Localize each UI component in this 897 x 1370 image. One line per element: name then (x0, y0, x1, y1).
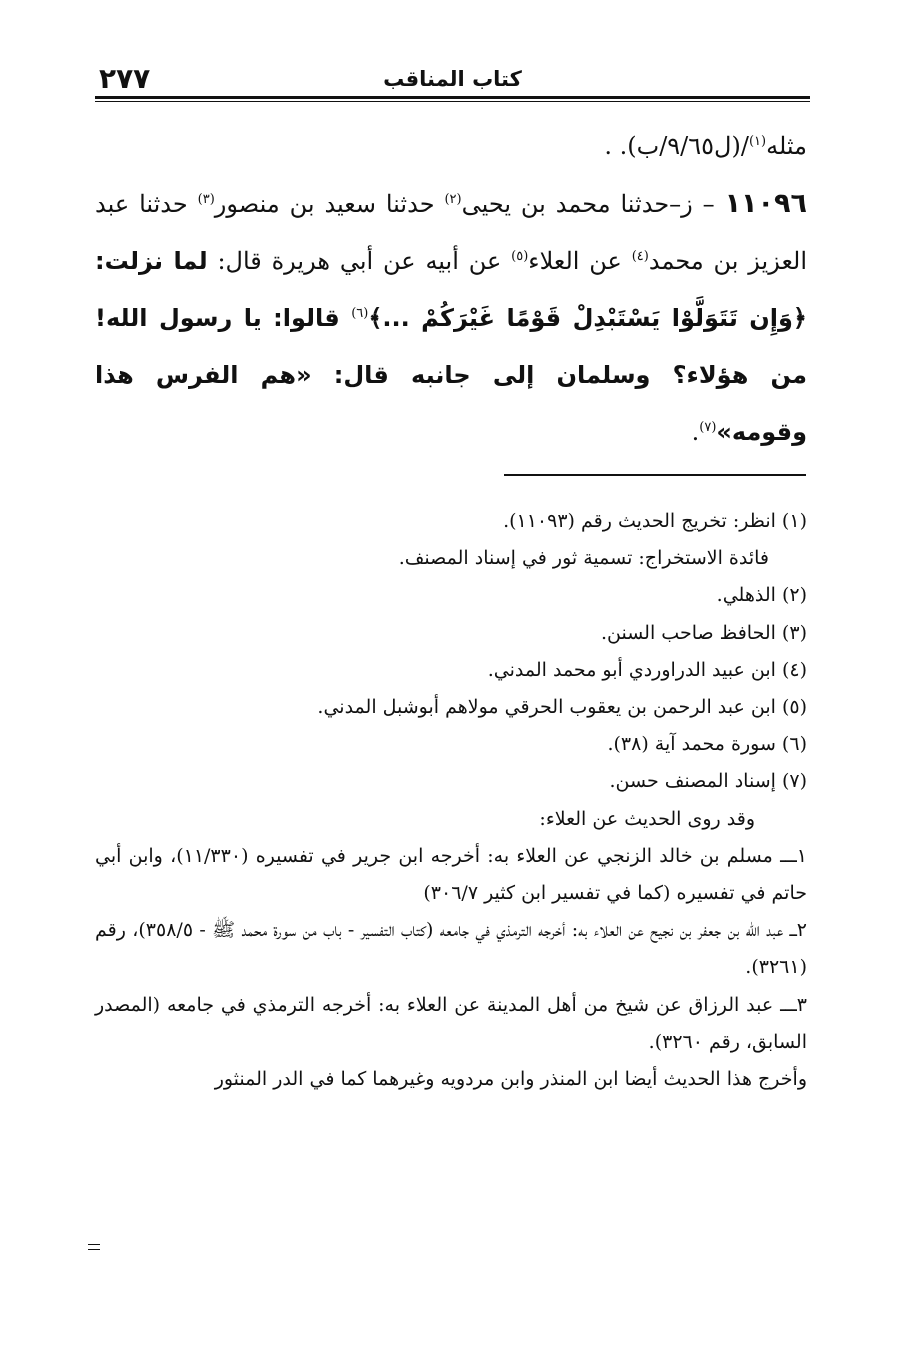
footnote-3: (٣) الحافظ صاحب السنن. (601, 621, 807, 644)
hadith-matn-2: قالوا: يا رسول الله! من هؤلاء؟ وسلمان إلى جانبه قال: (95, 304, 807, 389)
hadith-quote: «هم الفرس هذا وقومه» (95, 361, 807, 446)
book-title: كتاب المناقب (383, 67, 522, 91)
footnote-7-more: وأخرج هذا الحديث أيضا ابن المنذر وابن مردويه وغيرهما كما في الدر المنثور (214, 1068, 807, 1091)
hadith-number: ١١٠٩٦ (724, 188, 807, 219)
footnote-ref-2: (٢) (444, 192, 462, 207)
manuscript-ref: /(ل٩/٦٥/ب). . (604, 132, 749, 160)
footnote-7: (٧) إسناد المصنف حسن. (609, 770, 807, 793)
footnote-7-intro: وقد روى الحديث عن العلاء: (539, 807, 755, 830)
hadith-paragraph (95, 175, 807, 461)
footnote-ref-3: (٣) (197, 192, 215, 207)
footnote-separator (504, 474, 806, 476)
footnote-7-item-3: ٣ـــ عبد الرزاق عن شيخ من أهل المدينة عن العلاء به: أخرجه الترمذي في جامعه (المصدر السابق، رقم ٣٢٦٠). (95, 993, 807, 1053)
footnote-1: (١) انظر: تخريج الحديث رقم (١١٠٩٣). (503, 510, 807, 532)
header-rule-thin (95, 101, 810, 102)
footnote-6: (٦) سورة محمد آية (٣٨). (607, 733, 807, 756)
page-header (95, 64, 810, 94)
main-text (95, 118, 807, 461)
footnote-ref-5: (٥) (511, 249, 529, 264)
footnote-ref-7: (٧) (699, 420, 717, 435)
hadith-matn-1: لما نزلت: ﴿وَإِن تَتَوَلَّوْا يَسْتَبْدِلْ قَوْمًا غَيْرَكُمْ ...﴾ (95, 247, 807, 332)
footnote-2: (٢) الذهلي. (716, 584, 807, 607)
footnote-7-item-2: ٢ـــ عبد الله بن جعفر بن نجيح عن العلاء به: أخرجه الترمذي في جامعه (كتاب التفسير - باب من سورة محمد ﷺ - ٣٥٨/٥)، رقم (٣٢٦١). (95, 919, 807, 979)
footnotes (95, 503, 807, 1098)
hadith-seg-1: – ز–حدثنا محمد بن يحيى (461, 190, 715, 218)
footnote-ref-4: (٤) (631, 249, 649, 264)
hadith-seg-3: حدثنا عبد العزيز بن محمد (95, 190, 808, 275)
footnote-ref-1: (١) (748, 134, 767, 149)
hadith-seg-5: عن أبيه عن أبي هريرة قال: (207, 247, 512, 275)
footnote-7-item-1: ١ـــ مسلم بن خالد الزنجي عن العلاء به: أخرجه ابن جرير في تفسيره (١١/٣٣٠)، وابن أبي حاتم في تفسيره (كما في تفسير ابن كثير ٣٠٦/٧) (95, 844, 807, 905)
hadith-seg-4: عن العلاء (528, 247, 632, 275)
footnote-5: (٥) ابن عبد الرحمن بن يعقوب الحرقي مولاهم أبوشبل المدني. (317, 696, 807, 719)
header-rule-thick (95, 96, 810, 99)
footnote-ref-6: (٦) (351, 306, 369, 321)
hadith-seg-2: حدثنا سعيد بن منصور (214, 190, 445, 218)
continuation-mark (88, 1244, 100, 1250)
main-line1-text: مثله (766, 132, 807, 160)
hadith-end: . (691, 418, 700, 446)
page-number: ٢٧٧ (99, 62, 151, 95)
footnote-1-benefit: فائدة الاستخراج: تسمية ثور في إسناد المصنف. (398, 547, 769, 570)
main-line-1 (95, 118, 807, 175)
footnote-4: (٤) ابن عبيد الدراوردي أبو محمد المدني. (487, 658, 807, 681)
